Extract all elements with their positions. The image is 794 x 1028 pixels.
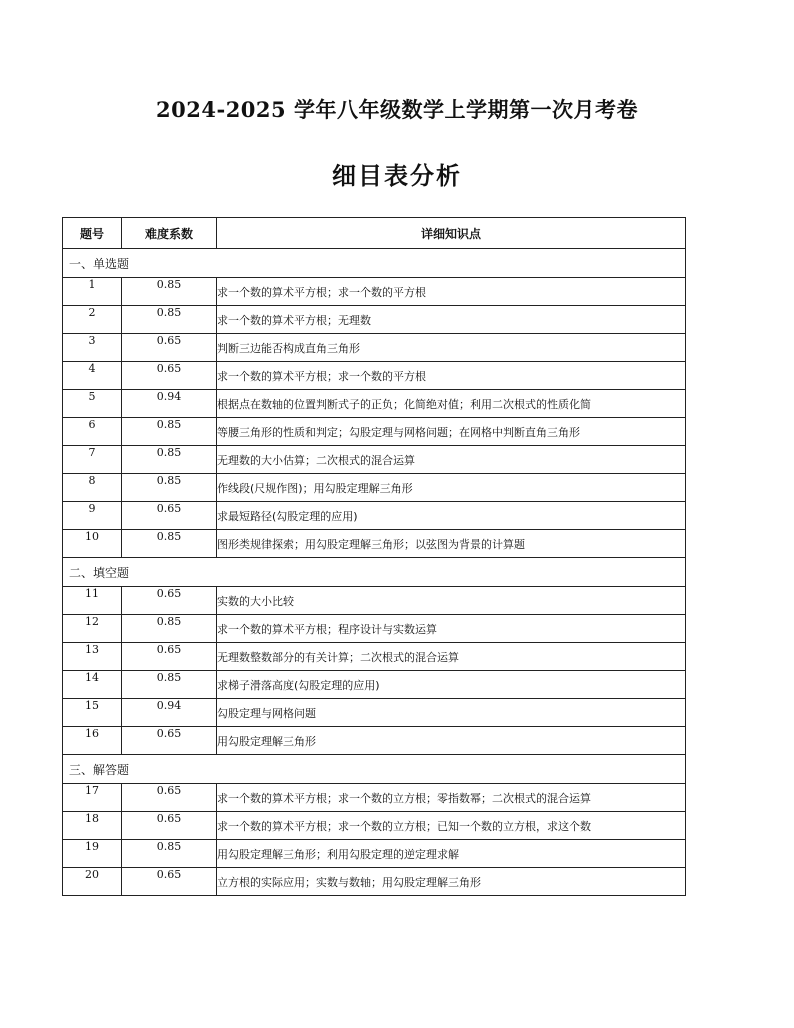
table-row [63, 390, 686, 418]
table-row [63, 727, 686, 755]
table-row [63, 530, 686, 558]
knowledge-points: 求梯子滑落高度(勾股定理的应用) [217, 671, 686, 699]
knowledge-points: 根据点在数轴的位置判断式子的正负；化简绝对值；利用二次根式的性质化简 [217, 390, 686, 418]
question-number: 5 [63, 390, 122, 418]
table-row [63, 868, 686, 896]
difficulty-value: 0.85 [122, 278, 217, 306]
spec-table [62, 217, 686, 896]
document-title: 2024-2025 学年八年级数学上学期第一次月考卷 [156, 97, 638, 122]
table-row [63, 699, 686, 727]
table-row [63, 446, 686, 474]
column-header-number: 题号 [63, 218, 122, 249]
question-number: 7 [63, 446, 122, 474]
knowledge-points: 无理数整数部分的有关计算；二次根式的混合运算 [217, 643, 686, 671]
section-title: 二、填空题 [63, 558, 686, 587]
knowledge-points: 用勾股定理解三角形；利用勾股定理的逆定理求解 [217, 840, 686, 868]
table-row [63, 671, 686, 699]
column-header-knowledge: 详细知识点 [217, 218, 686, 249]
difficulty-value: 0.65 [122, 784, 217, 812]
question-number: 15 [63, 699, 122, 727]
knowledge-points: 判断三边能否构成直角三角形 [217, 334, 686, 362]
question-number: 18 [63, 812, 122, 840]
difficulty-value: 0.65 [122, 812, 217, 840]
table-row [63, 502, 686, 530]
knowledge-points: 实数的大小比较 [217, 587, 686, 615]
knowledge-points: 立方根的实际应用；实数与数轴；用勾股定理解三角形 [217, 868, 686, 896]
difficulty-value: 0.94 [122, 699, 217, 727]
question-number: 13 [63, 643, 122, 671]
difficulty-value: 0.85 [122, 840, 217, 868]
knowledge-points: 求一个数的算术平方根；求一个数的立方根；零指数幂；二次根式的混合运算 [217, 784, 686, 812]
table-row [63, 362, 686, 390]
column-header-difficulty: 难度系数 [122, 218, 217, 249]
table-row [63, 784, 686, 812]
knowledge-points: 用勾股定理解三角形 [217, 727, 686, 755]
knowledge-points: 求一个数的算术平方根；求一个数的平方根 [217, 278, 686, 306]
question-number: 20 [63, 868, 122, 896]
table-row [63, 278, 686, 306]
question-number: 6 [63, 418, 122, 446]
table-row [63, 615, 686, 643]
difficulty-value: 0.65 [122, 362, 217, 390]
knowledge-points: 求最短路径(勾股定理的应用) [217, 502, 686, 530]
table-row [63, 812, 686, 840]
question-number: 4 [63, 362, 122, 390]
difficulty-value: 0.85 [122, 306, 217, 334]
table-body [63, 249, 686, 896]
table-row [63, 306, 686, 334]
difficulty-value: 0.65 [122, 587, 217, 615]
difficulty-value: 0.65 [122, 727, 217, 755]
question-number: 14 [63, 671, 122, 699]
table-row [63, 840, 686, 868]
knowledge-points: 求一个数的算术平方根；求一个数的平方根 [217, 362, 686, 390]
table-row [63, 587, 686, 615]
table-row [63, 474, 686, 502]
document-subtitle: 细目表分析 [332, 161, 462, 190]
difficulty-value: 0.85 [122, 418, 217, 446]
table-row [63, 418, 686, 446]
table-row [63, 334, 686, 362]
knowledge-points: 勾股定理与网格问题 [217, 699, 686, 727]
knowledge-points: 无理数的大小估算；二次根式的混合运算 [217, 446, 686, 474]
question-number: 11 [63, 587, 122, 615]
difficulty-value: 0.65 [122, 334, 217, 362]
question-number: 9 [63, 502, 122, 530]
knowledge-points: 求一个数的算术平方根；求一个数的立方根；已知一个数的立方根，求这个数 [217, 812, 686, 840]
difficulty-value: 0.85 [122, 474, 217, 502]
question-number: 3 [63, 334, 122, 362]
question-number: 19 [63, 840, 122, 868]
table-row [63, 643, 686, 671]
section-title: 三、解答题 [63, 755, 686, 784]
question-number: 12 [63, 615, 122, 643]
knowledge-points: 求一个数的算术平方根；程序设计与实数运算 [217, 615, 686, 643]
knowledge-points: 求一个数的算术平方根；无理数 [217, 306, 686, 334]
question-number: 1 [63, 278, 122, 306]
difficulty-value: 0.85 [122, 446, 217, 474]
difficulty-value: 0.65 [122, 868, 217, 896]
section-title: 一、单选题 [63, 249, 686, 278]
question-number: 2 [63, 306, 122, 334]
difficulty-value: 0.65 [122, 502, 217, 530]
question-number: 8 [63, 474, 122, 502]
section-row [63, 558, 686, 587]
difficulty-value: 0.85 [122, 530, 217, 558]
section-row [63, 249, 686, 278]
knowledge-points: 作线段(尺规作图)；用勾股定理解三角形 [217, 474, 686, 502]
question-number: 17 [63, 784, 122, 812]
difficulty-value: 0.85 [122, 615, 217, 643]
section-row [63, 755, 686, 784]
question-number: 10 [63, 530, 122, 558]
knowledge-points: 图形类规律探索；用勾股定理解三角形；以弦图为背景的计算题 [217, 530, 686, 558]
table-header-row [63, 218, 686, 249]
difficulty-value: 0.94 [122, 390, 217, 418]
knowledge-points: 等腰三角形的性质和判定；勾股定理与网格问题；在网格中判断直角三角形 [217, 418, 686, 446]
question-number: 16 [63, 727, 122, 755]
difficulty-value: 0.65 [122, 643, 217, 671]
difficulty-value: 0.85 [122, 671, 217, 699]
